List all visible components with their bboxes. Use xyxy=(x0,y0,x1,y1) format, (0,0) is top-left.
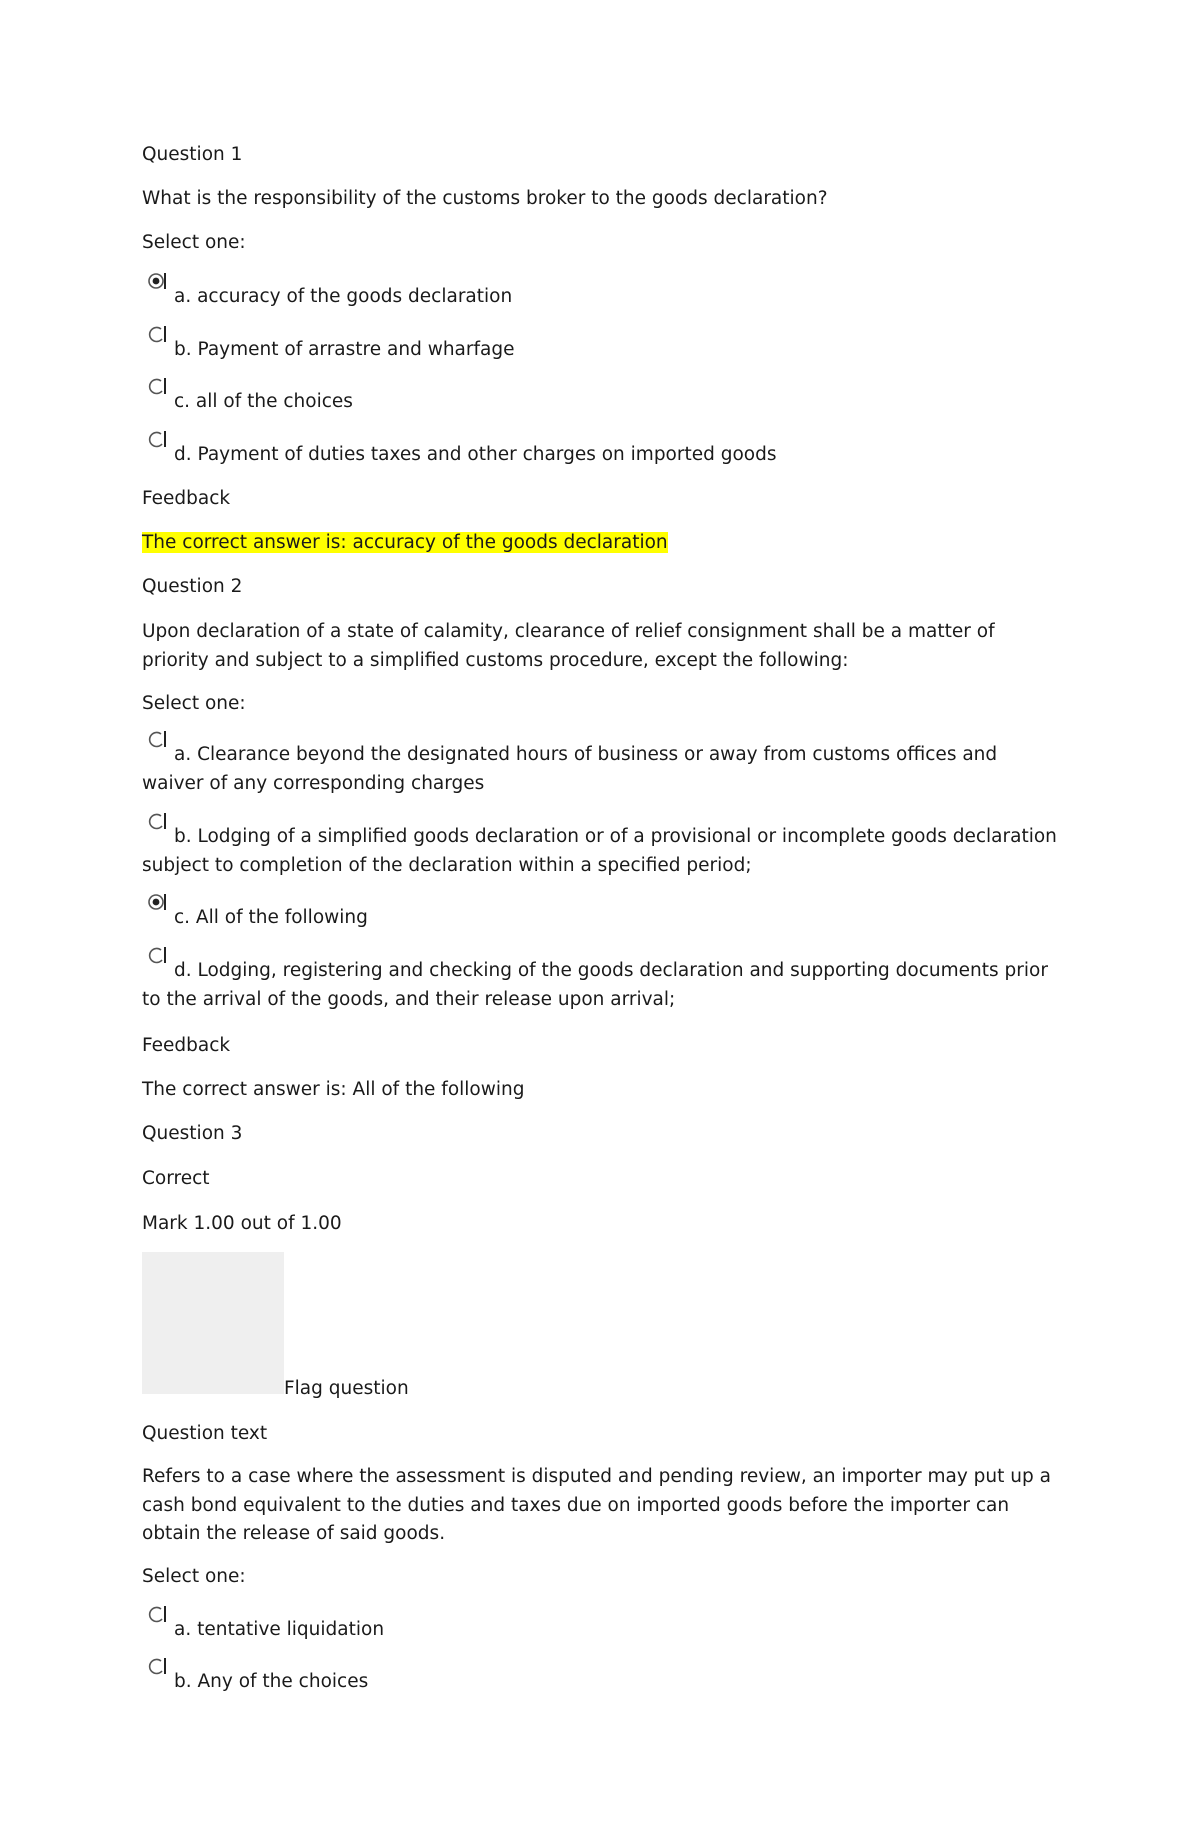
q2-feedback-label: Feedback xyxy=(142,1035,231,1056)
q3-mark: Mark 1.00 out of 1.00 xyxy=(142,1213,342,1234)
q2-option-a[interactable] xyxy=(142,741,1062,798)
q2-option-b[interactable] xyxy=(142,823,1062,880)
q1-option-d[interactable] xyxy=(142,441,1062,470)
q1-option-b[interactable] xyxy=(142,336,1062,365)
radio-unselected-icon[interactable] xyxy=(145,322,169,346)
q2-option-b-label: b. Lodging of a simplified goods declaration or of a provisional or incomplete goods declaration subject to completion of the declaration within a specified period; xyxy=(142,826,1057,876)
radio-unselected-icon[interactable] xyxy=(145,374,169,398)
radio-unselected-icon[interactable] xyxy=(145,809,169,833)
flag-question-image[interactable] xyxy=(142,1252,284,1394)
flag-question-link[interactable]: Flag question xyxy=(284,1378,409,1399)
q1-option-a-label: a. accuracy of the goods declaration xyxy=(174,286,513,307)
radio-unselected-icon[interactable] xyxy=(145,1602,169,1626)
q2-option-d[interactable] xyxy=(142,957,1062,1014)
radio-unselected-icon[interactable] xyxy=(145,727,169,751)
q3-option-b-label: b. Any of the choices xyxy=(174,1671,369,1692)
q3-status: Correct xyxy=(142,1168,210,1189)
q1-option-c[interactable] xyxy=(142,388,1062,417)
q2-option-a-label: a. Clearance beyond the designated hours of business or away from customs offices and waiver of any corresponding charges xyxy=(142,744,998,794)
radio-selected-icon[interactable] xyxy=(145,890,169,914)
q3-question-text-label: Question text xyxy=(142,1423,268,1444)
q3-label: Question 3 xyxy=(142,1123,243,1144)
q1-label: Question 1 xyxy=(142,144,243,165)
q1-option-d-label: d. Payment of duties taxes and other charges on imported goods xyxy=(174,444,777,465)
q1-option-c-label: c. all of the choices xyxy=(174,391,353,412)
q2-option-c-label: c. All of the following xyxy=(174,907,368,928)
q1-option-b-label: b. Payment of arrastre and wharfage xyxy=(174,339,515,360)
q3-option-a-label: a. tentative liquidation xyxy=(174,1619,385,1640)
q3-text: Refers to a case where the assessment is disputed and pending review, an importer may put up a cash bond equivalent to the duties and taxes due on imported goods before the importer can obtain the release of said goods. xyxy=(142,1466,1051,1544)
q3-select-one: Select one: xyxy=(142,1566,246,1587)
radio-unselected-icon[interactable] xyxy=(145,943,169,967)
q1-select-one: Select one: xyxy=(142,232,246,253)
radio-unselected-icon[interactable] xyxy=(145,427,169,451)
q1-option-a[interactable] xyxy=(142,283,1062,312)
q2-label: Question 2 xyxy=(142,576,243,597)
q3-option-b[interactable] xyxy=(142,1668,1062,1697)
q2-correct-answer: The correct answer is: All of the following xyxy=(142,1079,525,1100)
q1-text: What is the responsibility of the customs broker to the goods declaration? xyxy=(142,188,828,209)
q2-text: Upon declaration of a state of calamity, clearance of relief consignment shall be a matter of priority and subject to a simplified customs procedure, except the following: xyxy=(142,621,995,671)
q2-option-d-label: d. Lodging, registering and checking of the goods declaration and supporting documents prior to the arrival of the goods, and their release upon arrival; xyxy=(142,960,1048,1010)
q2-option-c[interactable] xyxy=(142,904,1062,933)
q1-correct-answer xyxy=(142,529,668,557)
q1-feedback-label: Feedback xyxy=(142,488,231,509)
q1-correct-answer-text: The correct answer is: accuracy of the goods declaration xyxy=(142,532,668,553)
q3-option-a[interactable] xyxy=(142,1616,1062,1645)
q2-select-one: Select one: xyxy=(142,693,246,714)
radio-selected-icon[interactable] xyxy=(145,269,169,293)
radio-unselected-icon[interactable] xyxy=(145,1654,169,1678)
